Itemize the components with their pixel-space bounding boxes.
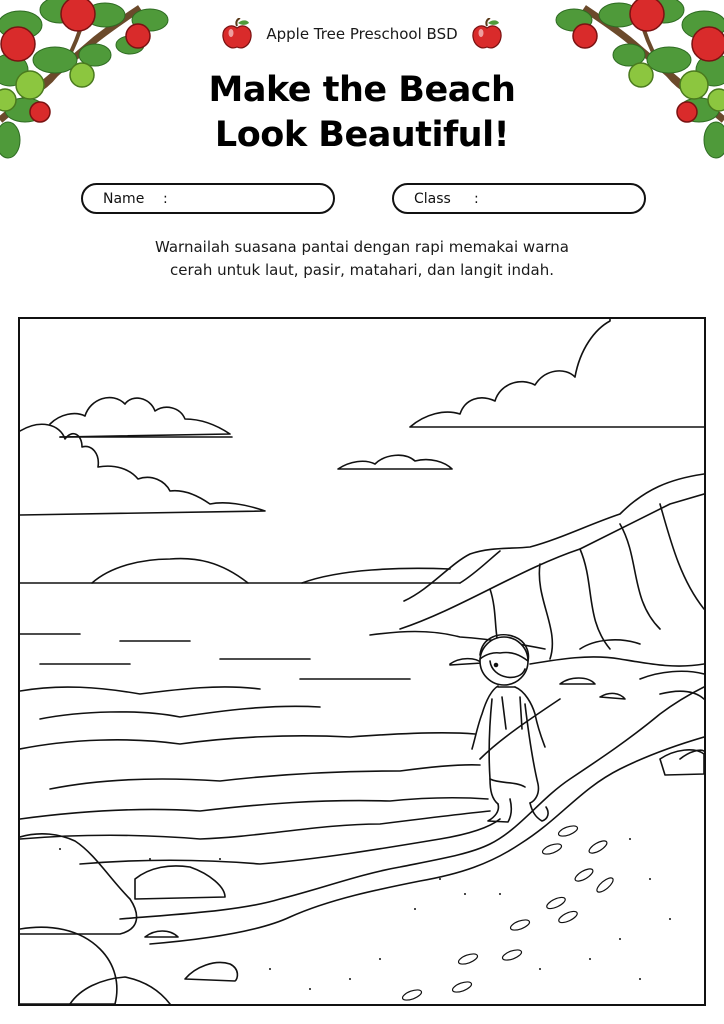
class-field[interactable]: [392, 183, 646, 214]
name-colon: :: [163, 190, 168, 207]
beach-scene-illustration: [20, 319, 704, 1004]
coloring-picture-frame[interactable]: [18, 317, 706, 1006]
page-title: [0, 68, 724, 158]
rocks: [20, 659, 704, 1004]
island: [92, 559, 248, 583]
cloud-left-top: [50, 398, 232, 437]
cloud-left-bottom: [20, 424, 265, 515]
school-header: [0, 16, 724, 52]
title-line-1: Make the Beach: [208, 70, 516, 110]
name-field[interactable]: [81, 183, 335, 214]
cloud-right: [410, 319, 704, 427]
instruction-text: [100, 236, 624, 282]
title-line-2: Look Beautiful!: [214, 115, 510, 155]
instruction-line-2: cerah untuk laut, pasir, matahari, dan langit indah.: [170, 261, 554, 279]
shoreline: [20, 687, 704, 944]
class-colon: :: [474, 190, 479, 207]
sea-waves: [20, 634, 488, 819]
school-name: Apple Tree Preschool BSD: [266, 25, 458, 43]
cliffs: [370, 474, 704, 759]
name-label: Name: [103, 190, 145, 207]
instruction-line-1: Warnailah suasana pantai dengan rapi memakai warna: [154, 238, 569, 256]
apple-icon: [222, 18, 252, 50]
class-label: Class: [414, 190, 451, 207]
apple-icon: [472, 18, 502, 50]
cloud-small: [338, 455, 452, 469]
